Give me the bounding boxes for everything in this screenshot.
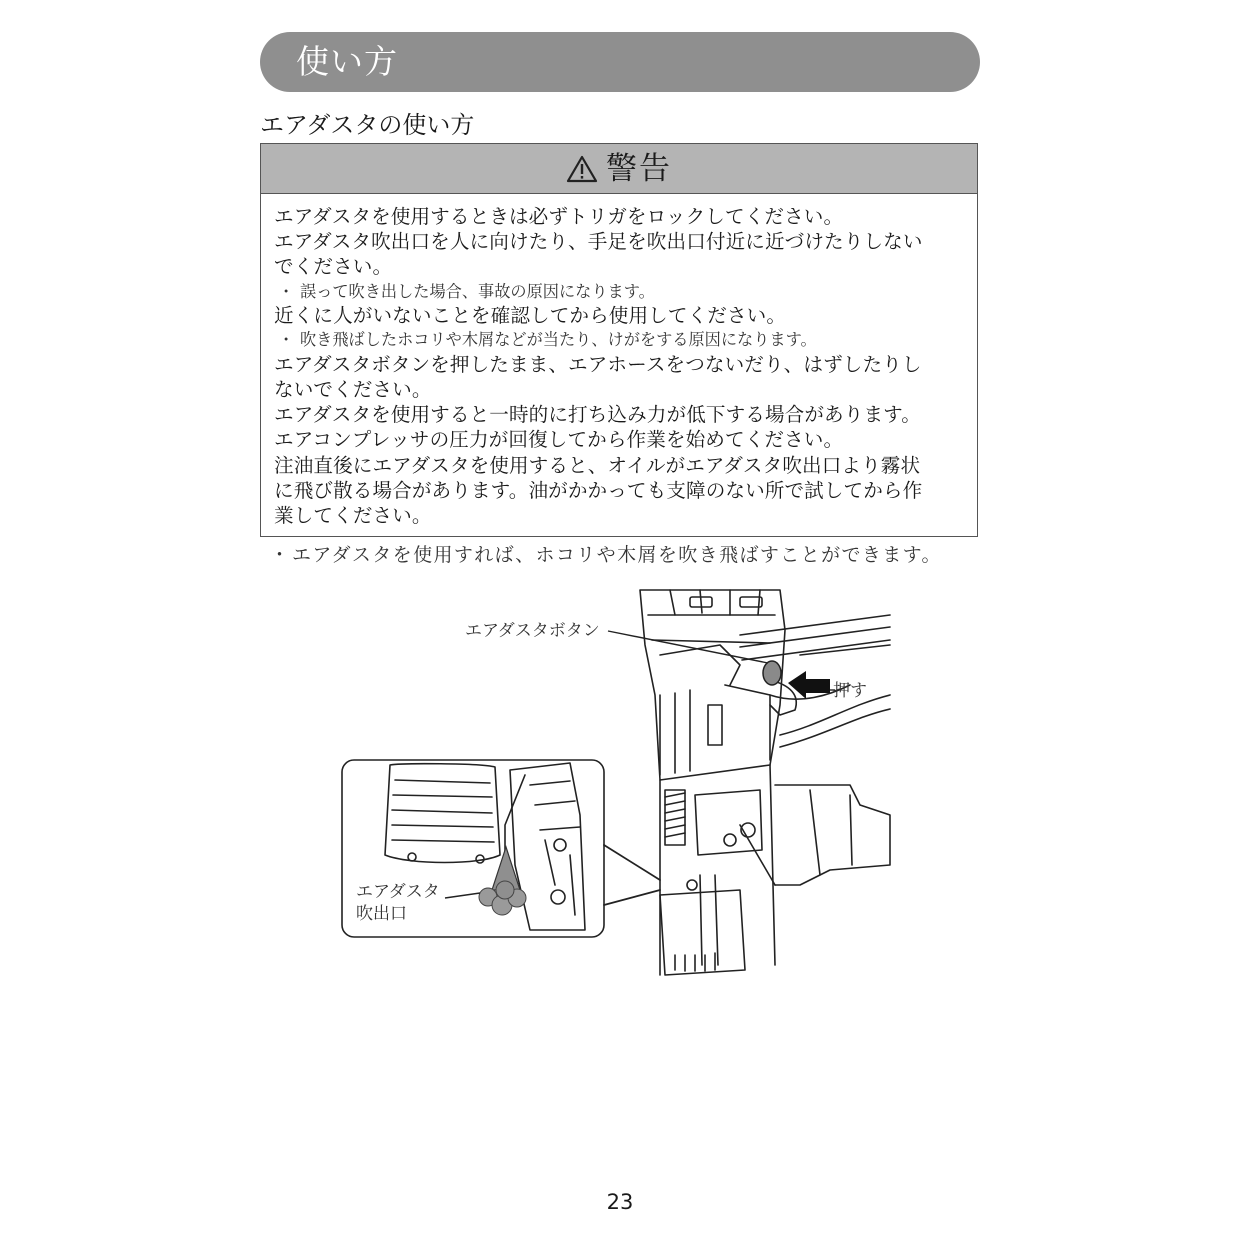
bullet-dot: ・: [270, 544, 291, 566]
air-duster-button-highlight: [763, 661, 781, 685]
warning-line: 近くに人がいないことを確認してから使用してください。: [274, 304, 787, 328]
nailer-drawing: [330, 585, 900, 985]
section-header-title: 使い方: [296, 42, 398, 81]
warning-title: 警告: [606, 150, 672, 187]
warning-line: でください。: [274, 255, 393, 279]
warning-note-text: 誤って吹き出した場合、事故の原因になります。: [300, 281, 655, 301]
callout-outlet-line1: エアダスタ: [356, 882, 440, 902]
warning-line: エアダスタ吹出口を人に向けたり、手足を吹出口付近に近づけたりしない: [274, 230, 923, 254]
callout-push: 押す: [833, 681, 867, 701]
nailer-illustration: [330, 585, 900, 985]
warning-line: 業してください。: [274, 504, 432, 528]
intro-text-body: エアダスタを使用すれば、ホコリや木屑を吹き飛ばすことができます。: [292, 544, 942, 566]
warning-note-text: 吹き飛ばしたホコリや木屑などが当たり、けがをする原因になります。: [300, 330, 817, 350]
bullet-dot: ・: [278, 281, 295, 301]
warning-line: エアダスタを使用すると一時的に打ち込み力が低下する場合があります。: [274, 403, 921, 427]
warning-line: エアダスタボタンを押したまま、エアホースをつないだり、はずしたりし: [274, 352, 922, 376]
warning-note: [274, 328, 974, 352]
intro-text: [270, 541, 942, 569]
warning-line: ないでください。: [274, 378, 432, 402]
callout-air-duster-button: エアダスタボタン: [465, 621, 600, 641]
warning-line: に飛び散る場合があります。油がかかっても支障のない所で試してから作: [274, 478, 923, 502]
page-number: 23: [606, 1190, 634, 1214]
callout-outlet-line2: 吹出口: [356, 904, 407, 924]
warning-note: [274, 280, 974, 304]
section-header-bar: [260, 32, 980, 92]
warning-box: [260, 143, 978, 537]
warning-line: 注油直後にエアダスタを使用すると、オイルがエアダスタ吹出口より霧状: [274, 453, 921, 477]
warning-triangle-icon: [566, 155, 598, 183]
warning-line: エアダスタを使用するときは必ずトリガをロックしてください。: [274, 205, 844, 228]
subsection-title: エアダスタの使い方: [260, 111, 475, 139]
warning-line: エアコンプレッサの圧力が回復してから作業を始めてください。: [274, 428, 844, 452]
warning-header: [261, 144, 977, 194]
bullet-dot: ・: [278, 330, 295, 350]
warning-body: [261, 194, 974, 528]
